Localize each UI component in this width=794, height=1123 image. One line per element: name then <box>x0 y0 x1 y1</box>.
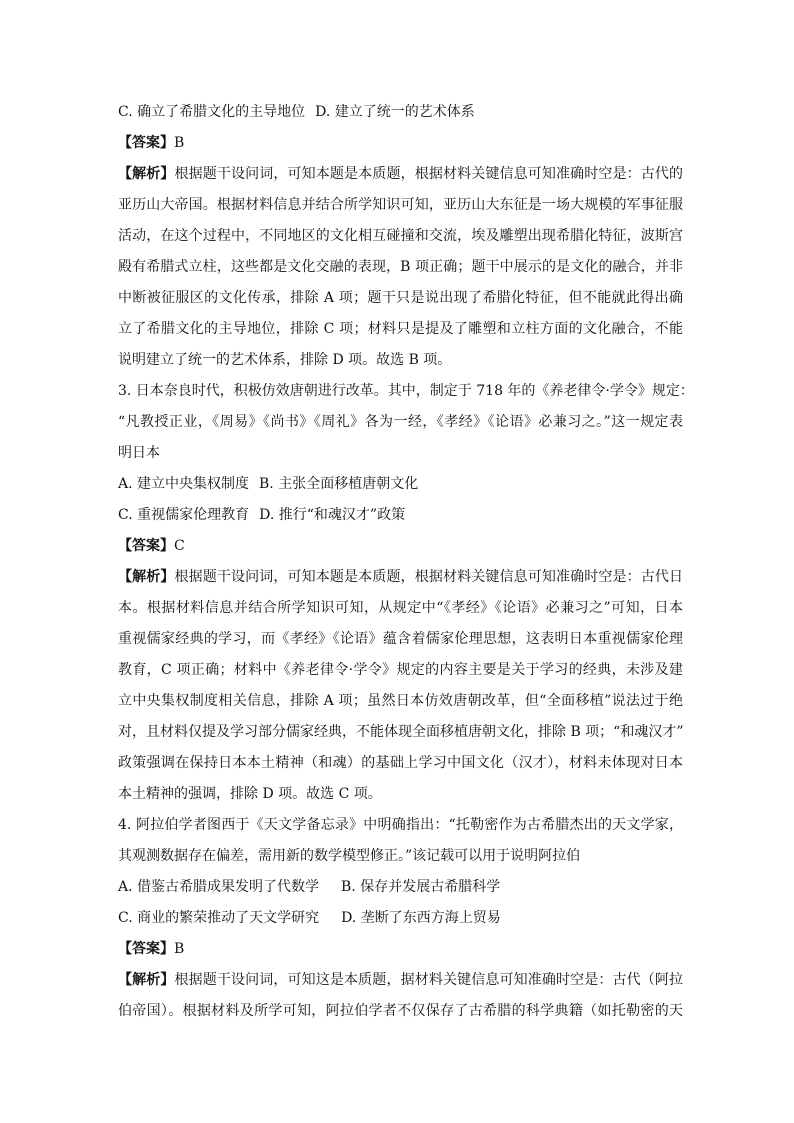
analysis-tag: 【解析】 <box>118 166 175 182</box>
q3-stem-line-1: “凡教授正业，《周易》《尚书》《周礼》各为一经，《孝经》《论语》必兼习之。”这一规定表 <box>118 414 683 430</box>
q3-analysis-line-2: 重视儒家经典的学习，而《孝经》《论语》蕴含着儒家伦理思想，这表明日本重视儒家伦理 <box>118 631 683 647</box>
analysis-tag: 【解析】 <box>118 569 175 585</box>
q4-analysis-line-0: 【解析】根据题干设问词，可知这是本质题，据材料关键信息可知准确时空是：古代（阿拉 <box>118 972 684 988</box>
q3-answer <box>118 531 683 562</box>
q4-option-a: A. 借鉴古希腊成果发明了代数学 <box>118 879 320 895</box>
analysis-tag: 【解析】 <box>118 972 175 988</box>
q3-options-cd <box>118 500 683 531</box>
q2-analysis-line-6: 说明建立了统一的艺术体系，排除 D 项。故选 B 项。 <box>118 352 452 368</box>
q2-analysis-line-2: 活动，在这个过程中，不同地区的文化相互碰撞和交流，埃及雕塑出现希腊化特征，波斯宫 <box>118 228 683 244</box>
q2-option-c: C. 确立了希腊文化的主导地位 <box>118 104 306 120</box>
q4-options-cd <box>118 903 683 934</box>
q3-options-ab <box>118 469 683 500</box>
q3-option-c: C. 重视儒家伦理教育 <box>118 507 250 523</box>
document-page <box>118 97 694 1027</box>
q2-option-d: D. 建立了统一的艺术体系 <box>315 104 475 120</box>
q4-options-ab <box>118 872 683 903</box>
q3-analysis-line-4: 立中央集权制度相关信息，排除 A 项；虽然日本仿效唐朝改革，但“全面移植”说法过于绝 <box>118 693 683 709</box>
q4-option-b: B. 保存并发展古希腊科学 <box>341 879 501 895</box>
q2-analysis-line-3: 殿有希腊式立柱，这些都是文化交融的表现，B 项正确；题干中展示的是文化的融合，并非 <box>118 259 683 275</box>
q3-analysis-line-1: 本。根据材料信息并结合所学知识可知，从规定中“《孝经》《论语》必兼习之”可知，日本 <box>118 600 683 616</box>
q3-analysis-line-0: 【解析】根据题干设问词，可知本题是本质题，根据材料关键信息可知准确时空是：古代日 <box>118 569 684 585</box>
q2-analysis-line-5: 立了希腊文化的主导地位，排除 C 项；材料只是提及了雕塑和立柱方面的文化融合，不能 <box>118 321 683 337</box>
q3-stem-line-0: 3. 日本奈良时代，积极仿效唐朝进行改革。其中，制定于 718 年的《养老律令·学令》规定： <box>118 383 694 399</box>
q4-answer <box>118 934 683 965</box>
q3-option-d: D. 推行“和魂汉才”政策 <box>259 507 406 523</box>
q4-analysis-line-1: 伯帝国）。根据材料及所学可知，阿拉伯学者不仅保存了古希腊的科学典籍（如托勒密的天 <box>118 1003 683 1019</box>
q3-stem-line-2: 明日本 <box>118 445 160 461</box>
answer-tag: 【答案】 <box>118 941 174 957</box>
answer-value: C <box>174 538 185 554</box>
q4-option-c: C. 商业的繁荣推动了天文学研究 <box>118 910 320 926</box>
q3-analysis-line-7: 本土精神的强调，排除 D 项。故选 C 项。 <box>118 786 382 802</box>
q3-analysis-line-3: 教育，C 项正确；材料中《养老律令·学令》规定的内容主要是关于学习的经典，未涉及建 <box>118 662 683 678</box>
q4-option-d: D. 垄断了东西方海上贸易 <box>341 910 501 926</box>
q2-options-cd <box>118 97 683 128</box>
q2-analysis-line-0: 【解析】根据题干设问词，可知本题是本质题，根据材料关键信息可知准确时空是：古代的 <box>118 166 684 182</box>
q2-answer <box>118 128 683 159</box>
answer-tag: 【答案】 <box>118 538 174 554</box>
q3-option-a: A. 建立中央集权制度 <box>118 476 250 492</box>
q2-analysis-line-1: 亚历山大帝国。根据材料信息并结合所学知识可知，亚历山大东征是一场大规模的军事征服 <box>118 197 683 213</box>
q2-analysis-line-4: 中断被征服区的文化传承，排除 A 项；题干只是说出现了希腊化特征，但不能就此得出确 <box>118 290 683 306</box>
q4-stem-line-0: 4. 阿拉伯学者图西于《天文学备忘录》中明确指出：“托勒密作为古希腊杰出的天文学家， <box>118 817 683 833</box>
q3-option-b: B. 主张全面移植唐朝文化 <box>259 476 419 492</box>
q4-stem-line-1: 其观测数据存在偏差，需用新的数学模型修正。”该记载可以用于说明阿拉伯 <box>118 848 581 864</box>
answer-tag: 【答案】 <box>118 135 174 151</box>
answer-value: B <box>174 941 185 957</box>
q3-analysis-line-6: 政策强调在保持日本本土精神（和魂）的基础上学习中国文化（汉才），材料未体现对日本 <box>118 755 683 771</box>
answer-value: B <box>174 135 185 151</box>
q3-analysis-line-5: 对，且材料仅提及学习部分儒家经典，不能体现全面移植唐朝文化，排除 B 项；“和魂汉才” <box>118 724 684 740</box>
